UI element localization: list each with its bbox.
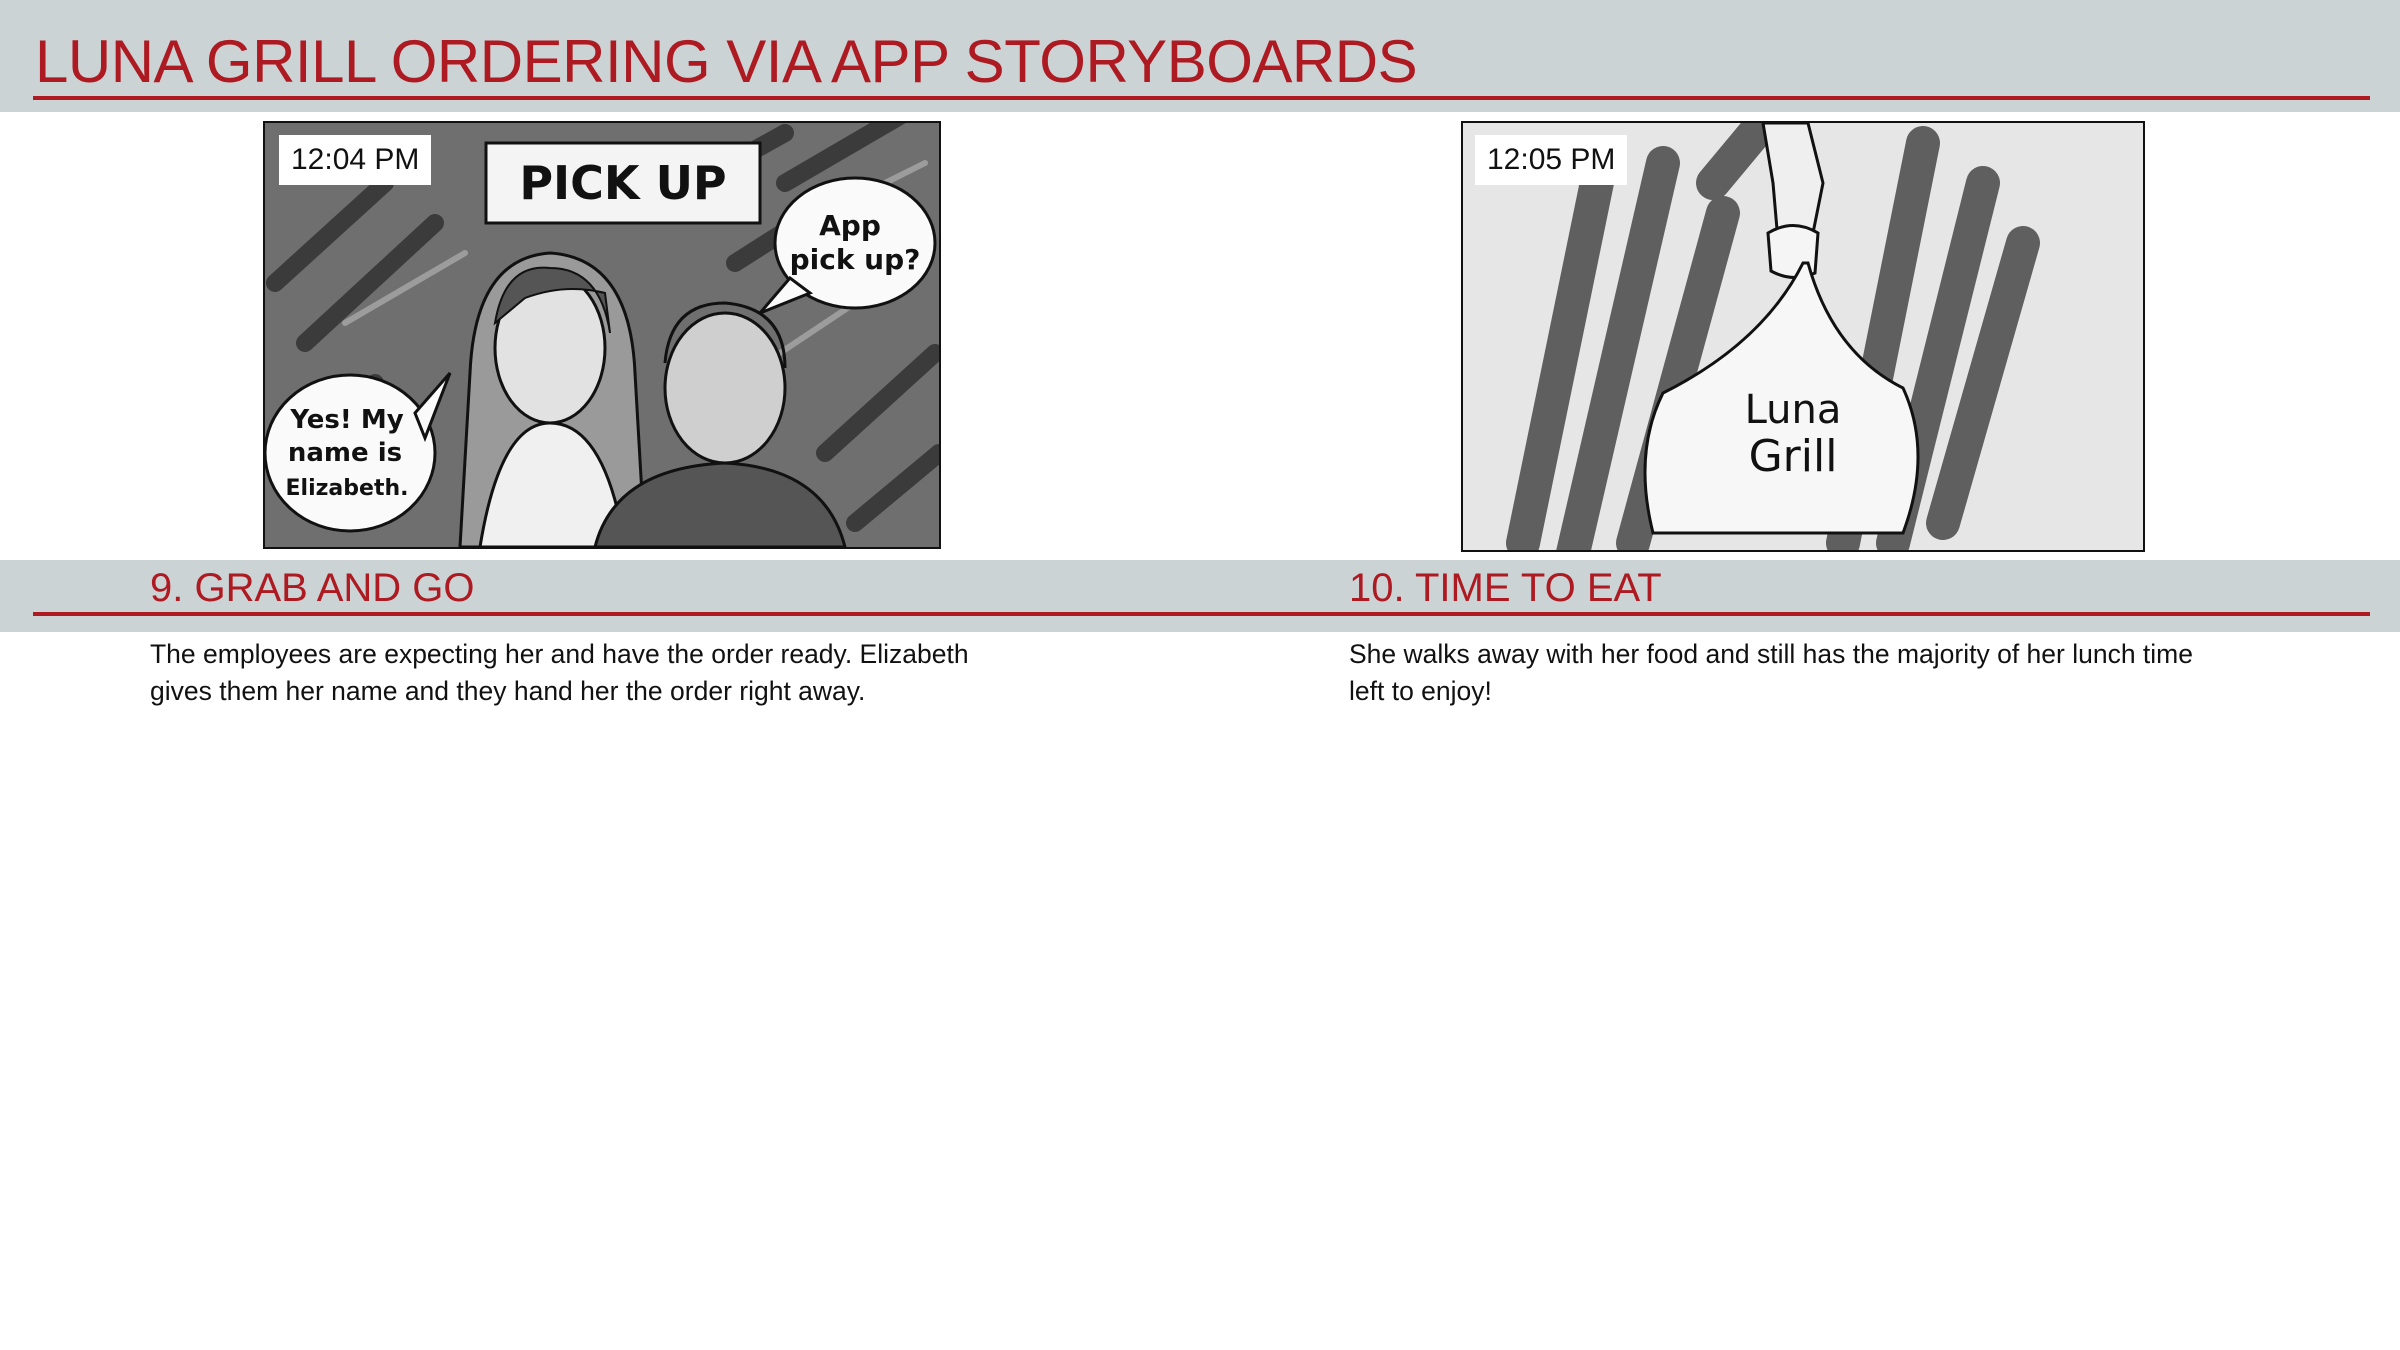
- bag-text-line-1: Luna: [1744, 387, 1842, 433]
- panel-9-timestamp: 12:04 PM: [279, 135, 431, 185]
- bubble-right-line-1: App: [819, 209, 881, 242]
- caption-divider: [33, 612, 2370, 616]
- panel-10-timestamp: 12:05 PM: [1475, 135, 1627, 185]
- bubble-left-line-1: Yes! My: [290, 405, 404, 435]
- panel-9-caption: 9. GRAB AND GO: [150, 566, 475, 610]
- panel-10-illustration: [1463, 123, 2143, 550]
- storyboard-panel-10: [1461, 121, 2145, 552]
- storyboard-panel-9: [263, 121, 941, 549]
- sign-text: PICK UP: [519, 156, 727, 210]
- title-divider: [33, 96, 2370, 100]
- page-title: LUNA GRILL ORDERING VIA APP STORYBOARDS: [35, 28, 1418, 95]
- panel-10-caption: 10. TIME TO EAT: [1349, 566, 1662, 610]
- bubble-left-line-3: Elizabeth.: [285, 476, 409, 501]
- panel-9-illustration: [265, 123, 939, 547]
- panel-9-description: The employees are expecting her and have the order ready. Elizabeth gives them her name and they hand her the order right away.: [150, 639, 969, 706]
- panel-10-description: She walks away with her food and still has the majority of her lunch time left to enjoy!: [1349, 639, 2193, 706]
- bubble-left-line-2: name is: [287, 438, 403, 468]
- bag-text-line-2: Grill: [1748, 431, 1838, 482]
- bubble-right-line-2: pick up?: [789, 243, 921, 276]
